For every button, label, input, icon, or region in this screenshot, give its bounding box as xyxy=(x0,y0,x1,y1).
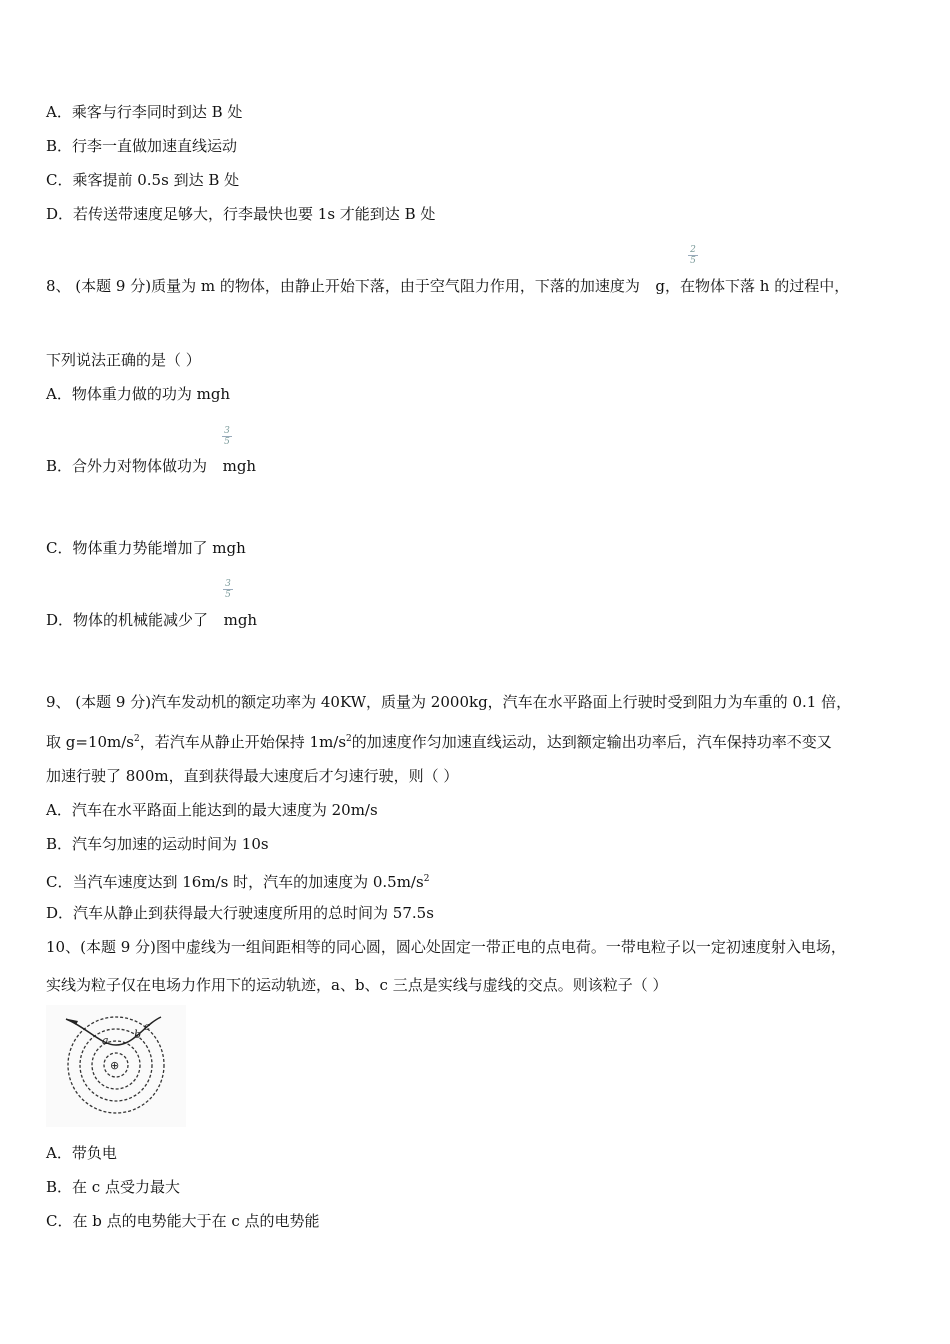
point-a-label: a xyxy=(102,1034,109,1047)
q9-stem-line2: 取 $g=10m/s^2$，若汽车从静止开始保持 $1m/s^2$的加速度作匀加速直线运动，达到额定输出功率后，汽车保持功率不变又 xyxy=(46,733,832,751)
q8-option-c: C．物体重力势能增加了 mgh xyxy=(46,539,246,557)
q7-option-b: B．行李一直做加速直线运动 xyxy=(46,137,238,155)
q9-option-a: A．汽车在水平路面上能达到的最大速度为 20m/s xyxy=(46,801,378,819)
q8-stem-text-b: g，在物体下落 h 的过程中， xyxy=(655,277,850,295)
q8-option-b-fraction: 3 5 xyxy=(222,427,232,446)
q10-option-a: A．带负电 xyxy=(46,1144,117,1162)
q9-stem-line3: 加速行驶了 800m，直到获得最大速度后才匀速行驶，则（ ） xyxy=(46,767,459,785)
q8-option-a: A．物体重力做的功为 mgh xyxy=(46,385,231,403)
point-b-label: b xyxy=(134,1028,142,1041)
q10-stem-line1: 10、(本题 9 分)图中虚线为一组间距相等的同心圆，圆心处固定一带正电的点电荷。一带电粒子以一定初速度射入电场， xyxy=(46,938,846,956)
q9-option-d: D．汽车从静止到获得最大行驶速度所用的总时间为 57.5s xyxy=(46,904,434,922)
q7-option-d: D．若传送带速度足够大，行李最快也要 1s 才能到达 B 处 xyxy=(46,205,436,223)
point-c-label: c xyxy=(144,1020,151,1033)
q8-stem-text-a: 8、 (本题 9 分)质量为 m 的物体，由静止开始下落，由于空气阻力作用，下落的加速度为 xyxy=(46,277,640,295)
q10-stem-line2: 实线为粒子仅在电场力作用下的运动轨迹，a、b、c 三点是实线与虚线的交点。则该粒子（ ） xyxy=(46,976,668,994)
q7-option-a: A．乘客与行李同时到达 B 处 xyxy=(46,103,243,121)
q9-option-b: B．汽车匀加速的运动时间为 10s xyxy=(46,835,269,853)
q8-stem-line1 xyxy=(46,276,849,296)
q8-option-b: B．合外力对物体做功为 mgh xyxy=(46,457,257,475)
q10-option-c: C．在 b 点的电势能大于在 c 点的电势能 xyxy=(46,1212,320,1230)
q10-option-b: B．在 c 点受力最大 xyxy=(46,1178,180,1196)
q8-option-d-fraction: 3 5 xyxy=(223,580,233,599)
q8-option-d: D．物体的机械能减少了 mgh xyxy=(46,611,258,629)
q7-option-c: C．乘客提前 0.5s 到达 B 处 xyxy=(46,171,240,189)
positive-charge-icon: ⊕ xyxy=(110,1059,120,1072)
q9-stem-line1: 9、 (本题 9 分)汽车发动机的额定功率为 40KW，质量为 2000kg，汽车在水平路面上行驶时受到阻力为车重的 0.1 倍， xyxy=(46,693,852,711)
concentric-field-figure xyxy=(46,1005,186,1127)
q8-stem-line2: 下列说法正确的是（ ） xyxy=(46,351,201,369)
q9-option-c: C．当汽车速度达到 16m/s 时，汽车的加速度为 $0.5m/s^2$ xyxy=(46,873,430,891)
q8-stem-fraction: 2 5 xyxy=(688,246,698,265)
